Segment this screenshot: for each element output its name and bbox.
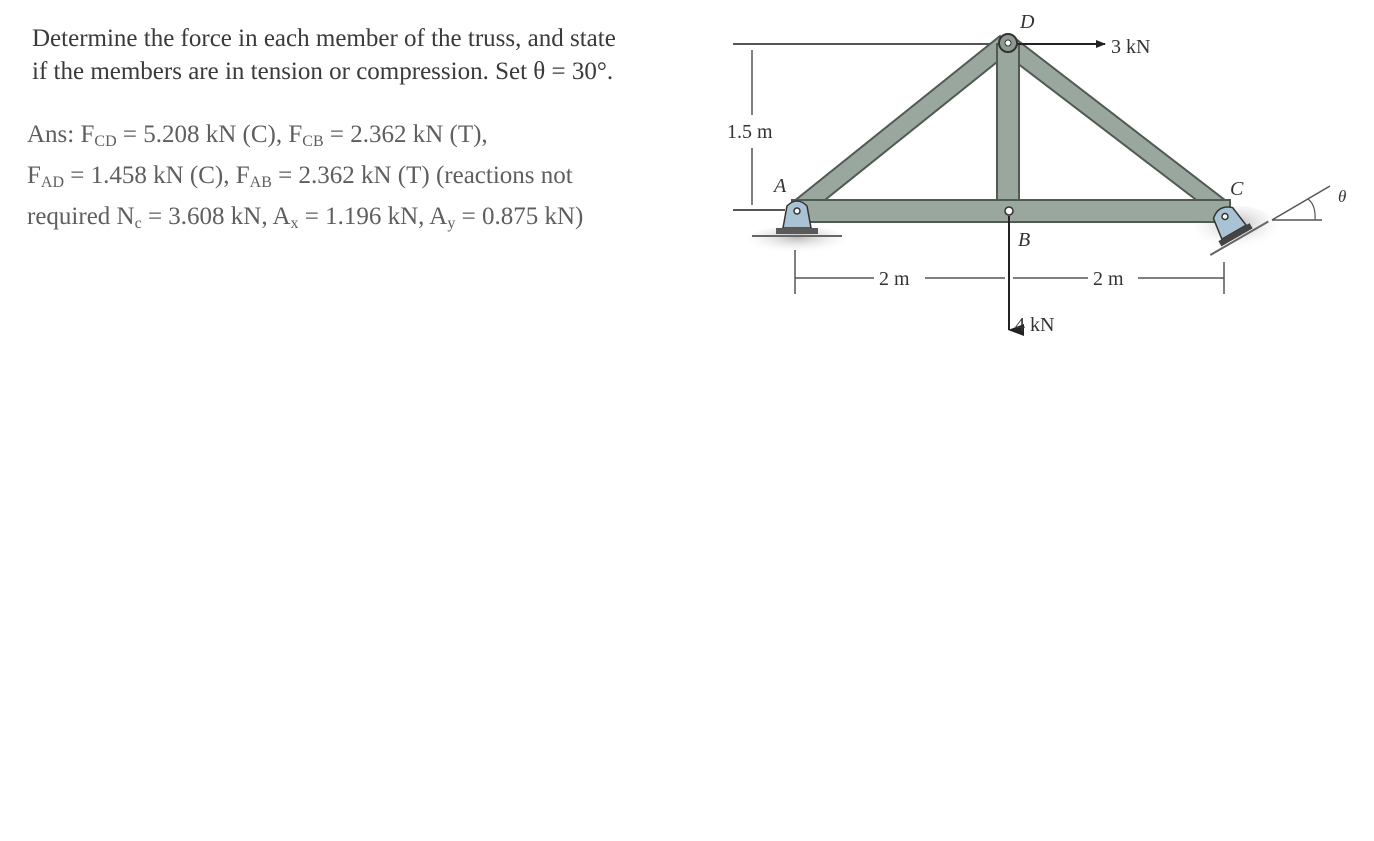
support-a-base (776, 228, 818, 234)
ax-value: = 1.196 kN, A (298, 203, 448, 230)
fcb-subscript: CB (302, 133, 324, 150)
member-dc (1000, 36, 1230, 218)
right-span-label: 2 m (1093, 268, 1124, 290)
fad-value: = 1.458 kN (C), F (64, 162, 250, 189)
height-dimension-label: 1.5 m (727, 121, 773, 143)
member-db (997, 44, 1019, 214)
joint-label-c: C (1230, 178, 1244, 200)
joint-label-d: D (1020, 11, 1035, 33)
ay-subscript: y (447, 215, 456, 232)
answer-prefix: Ans: F (27, 121, 95, 148)
angle-theta-label: θ (1338, 187, 1347, 206)
fab-value: = 2.362 kN (T) (reactions not (271, 162, 573, 189)
angle-incline-line (1272, 186, 1330, 220)
fcd-subscript: CD (94, 133, 117, 150)
joint-d-pin-center (1005, 40, 1011, 46)
ay-value: = 0.875 kN) (455, 203, 584, 230)
joint-label-a: A (774, 175, 787, 197)
fcd-value: = 5.208 kN (C), F (116, 121, 303, 148)
angle-arc (1308, 199, 1315, 220)
fab-subscript: AB (249, 174, 272, 191)
nc-value: = 3.608 kN, A (141, 203, 291, 230)
ax-subscript: x (290, 215, 299, 232)
joint-label-b: B (1018, 229, 1031, 251)
truss-members (788, 36, 1230, 222)
fad-symbol: F (27, 162, 41, 189)
required-text: required N (27, 203, 135, 230)
fad-subscript: AD (40, 174, 65, 191)
joint-b-pin (1005, 207, 1013, 215)
vertical-load-label: 4 kN (1015, 314, 1055, 336)
nc-subscript: c (134, 215, 142, 232)
problem-line-1: Determine the force in each member of the truss, and state (32, 25, 616, 52)
support-a-pin (794, 208, 800, 214)
horizontal-load-label: 3 kN (1111, 36, 1151, 58)
fcb-value: = 2.362 kN (T), (323, 121, 488, 148)
member-ad (788, 36, 1012, 220)
left-span-label: 2 m (879, 268, 910, 290)
problem-line-2: if the members are in tension or compression. Set θ = 30°. (32, 58, 614, 85)
